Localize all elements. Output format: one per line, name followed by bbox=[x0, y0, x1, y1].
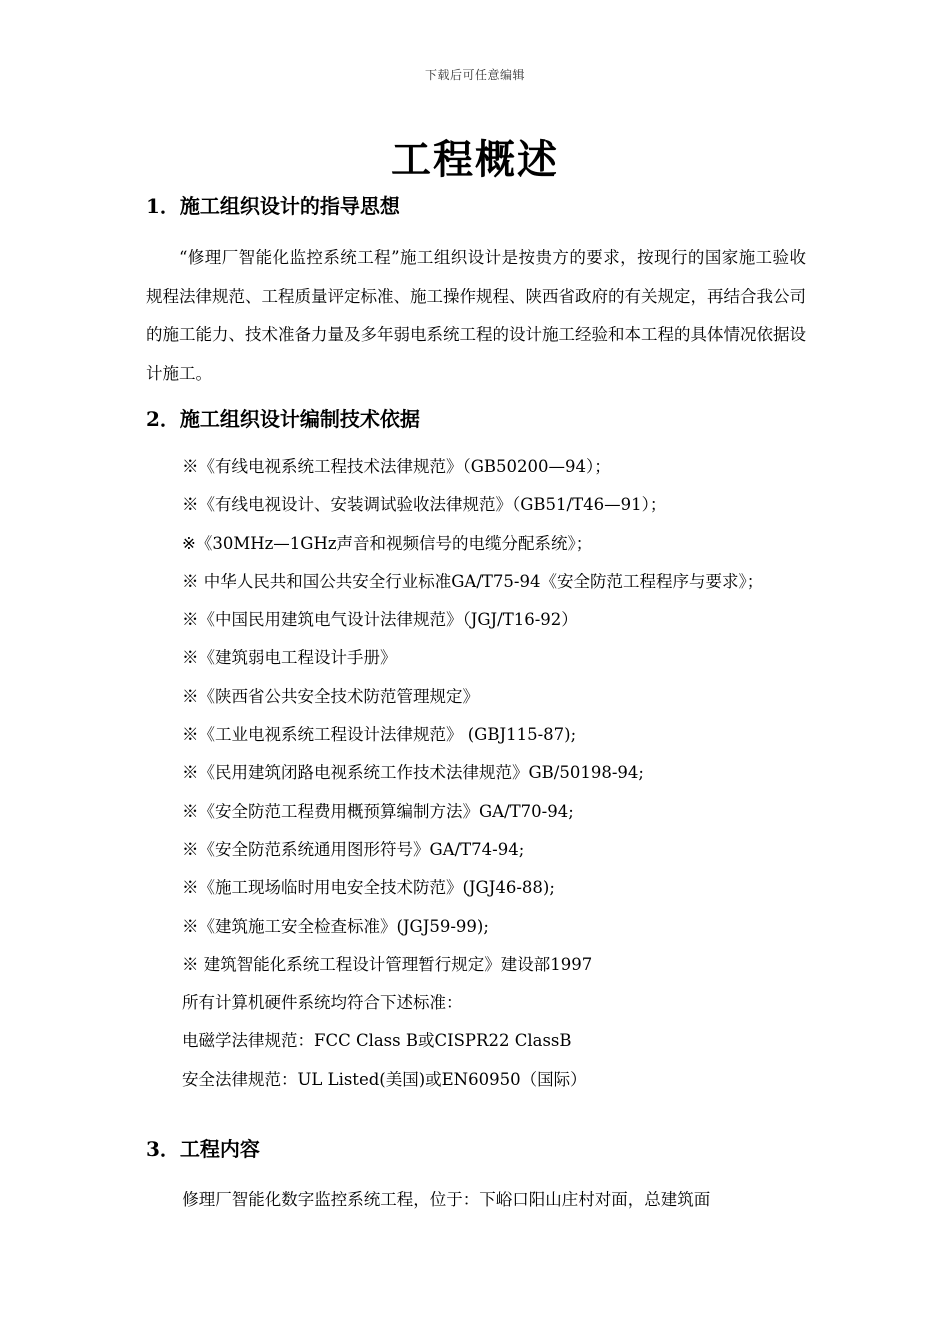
list-item: ※《安全防范系统通用图形符号》GA/T74-94; bbox=[182, 839, 525, 859]
section-2-heading: 2．施工组织设计编制技术依据 bbox=[146, 407, 420, 431]
list-item: ※《有线电视系统工程技术法律规范》（GB50200—94）； bbox=[182, 457, 611, 476]
header-note: 下载后可任意编辑 bbox=[424, 68, 525, 82]
list-item: ※《建筑弱电工程设计手册》 bbox=[182, 648, 397, 668]
page-title: 工程概述 bbox=[391, 136, 559, 183]
list-item: 所有计算机硬件系统均符合下述标准： bbox=[182, 993, 463, 1013]
list-item: ※《施工现场临时用电安全技术防范》(JGJ46-88); bbox=[182, 878, 555, 898]
section-1-paragraph: “修理厂智能化监控系统工程”施工组织设计是按贵方的要求，按现行的国家施工验收规程法律规范、工程质量评定标准、施工操作规程、陕西省政府的有关规定，再结合我公司的施工能力、技术准备力量及多年弱电系统工程的设计施工经验和本工程的具体情况依据设计施工。 bbox=[146, 248, 806, 383]
list-item: ※《陕西省公共安全技术防范管理规定》 bbox=[182, 686, 479, 706]
list-item: ※《安全防范工程费用概预算编制方法》GA/T70-94; bbox=[182, 801, 574, 821]
list-item: ※ 中华人民共和国公共安全行业标准GA/T75-94《安全防范工程程序与要求》； bbox=[182, 571, 764, 591]
section-1-heading: 1．施工组织设计的指导思想 bbox=[146, 194, 400, 218]
section-3-paragraph: 修理厂智能化数字监控系统工程，位于：下峪口阳山庄村对面，总建筑面 bbox=[182, 1190, 711, 1209]
list-item: ※《中国民用建筑电气设计法律规范》（JGJ/T16-92） bbox=[182, 610, 578, 630]
section-3-heading: 3．工程内容 bbox=[146, 1137, 260, 1161]
list-item: ※ 建筑智能化系统工程设计管理暂行规定》建设部1997 bbox=[182, 954, 593, 974]
list-item: 电磁学法律规范：FCC Class B或CISPR22 ClassB bbox=[182, 1031, 572, 1051]
list-item: ※《有线电视设计、安装调试验收法律规范》（GB51/T46—91）； bbox=[182, 495, 667, 515]
standards-list bbox=[182, 448, 806, 1099]
list-item: ※《民用建筑闭路电视系统工作技术法律规范》GB/50198-94; bbox=[182, 763, 644, 783]
list-item: 安全法律规范：UL Listed(美国)或EN60950（国际） bbox=[182, 1069, 587, 1089]
list-item: ※《建筑施工安全检查标准》(JGJ59-99); bbox=[182, 916, 489, 936]
list-item: ※《30MHz—1GHz声音和视频信号的电缆分配系统》； bbox=[182, 533, 593, 553]
list-item: ※《工业电视系统工程设计法律规范》 (GBJ115-87); bbox=[182, 725, 577, 745]
